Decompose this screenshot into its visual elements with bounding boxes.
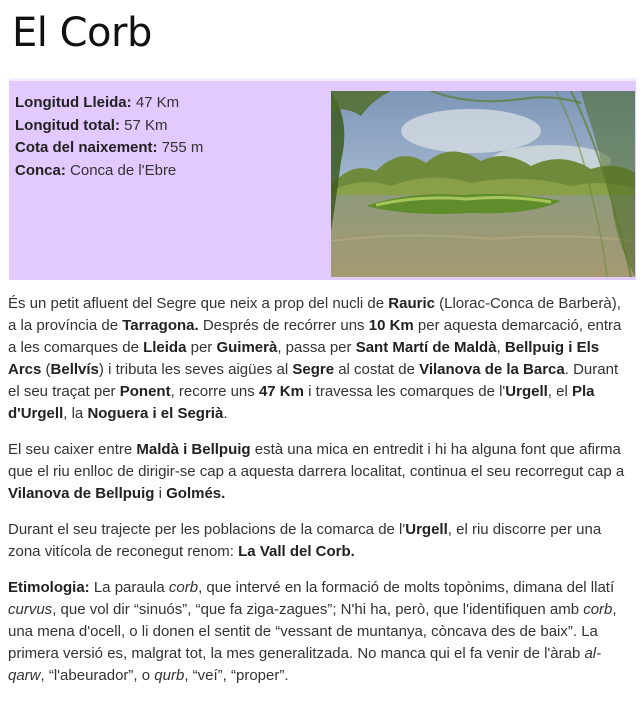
etymology-paragraph [8,577,630,687]
bold-term: Urgell [405,521,448,538]
text-run: , “l'abeurador”, o [40,667,155,684]
fact-value: 47 Km [135,94,180,111]
bold-term: Urgell [505,383,548,400]
paragraph [8,439,630,505]
bold-term: Segre [292,361,335,378]
italic-term: corb [583,601,613,618]
italic-term: corb [168,579,199,596]
bold-term: Golmés. [166,485,226,502]
river-facts [15,92,203,182]
text-run: i travessa les comarques de l' [303,383,506,400]
bold-term: Tarragona. [122,317,199,334]
text-run: (Llorac-Conca de Barberà), a la província de [8,295,621,334]
text-run: ( [41,361,51,378]
text-run: El seu caixer entre [8,441,137,458]
text-run: , una mena d'ocell, o li donen el sentit de “vessant de muntanya, còncava des de baix”. La primera versió es, malgrat tot, la mes generalitzada. No manca qui el fa venir de l'àrab [8,601,617,662]
text-run: És un petit afluent del Segre que neix a prop del nucli de [8,295,389,312]
bold-term: Rauric [388,295,435,312]
page-title: El Corb [12,10,152,56]
fact-value: Conca de l'Ebre [70,161,177,179]
fact-value: 755 m [161,139,204,156]
text-run: per aquesta demarcació, entra a les comarques de [8,317,622,356]
fact-label: Longitud Lleida: [15,94,132,111]
bold-term: Guimerà [216,339,278,356]
text-run: , “veí”, “proper”. [184,667,289,684]
text-run: , el [547,383,572,400]
text-run: . Durant el seu traçat per [8,361,619,400]
bold-term: Vilanova de Bellpuig [8,485,155,502]
bold-term: Bellvís [50,361,99,378]
bold-term: Ponent [119,383,171,400]
fact-value: 57 Km [124,116,168,134]
text-run: ) i tributa les seves aigües al [98,361,293,378]
text-run: per [186,339,217,356]
article-body [8,293,630,701]
bold-term: Vilanova de la Barca [419,361,565,378]
bold-term: Sant Martí de Maldà [355,339,497,356]
paragraph [8,293,630,425]
fact-row [15,92,203,115]
text-run: , passa per [277,339,356,356]
bold-term: 10 Km [368,317,414,334]
fact-label: Longitud total: [15,116,120,134]
text-run: Després de recórrer uns [198,317,369,334]
text-run: al costat de [334,361,420,378]
text-run: , [496,339,505,356]
italic-term: al-qarw [8,645,602,684]
text-run: , el riu discorre per una zona vitícola de reconegut renom: [8,521,602,560]
bold-term: Etimologia: [8,579,90,596]
text-run: . [223,405,228,422]
bold-term: Lleida [143,339,187,356]
bold-term: Pla d'Urgell [8,383,595,422]
fact-row [15,115,203,138]
river-infobox [9,78,636,280]
text-run: Durant el seu trajecte per les poblacions de la comarca de l' [8,521,406,538]
fact-row [15,137,203,160]
text-run: i [154,485,167,502]
italic-term: curvus [8,601,53,618]
fact-row [15,160,203,183]
bold-term: 47 Km [258,383,304,400]
fact-label: Conca: [15,161,66,179]
bold-term: Noguera i el Segrià [87,405,224,422]
bold-term: Maldà i Bellpuig [136,441,251,458]
river-landscape-image [331,91,635,277]
paragraph [8,519,630,563]
text-run: , recorre uns [170,383,259,400]
fact-label: Cota del naixement: [15,139,158,156]
text-run: , la [63,405,88,422]
text-run: està una mica en entredit i hi ha alguna font que afirma que el riu enlloc de dirigir-se cap a aquesta darrera localitat, continua el seu recorregut cap a [8,441,625,480]
text-run: La paraula [89,579,169,596]
bold-term: Bellpuig i Els Arcs [8,339,600,378]
text-run: , que vol dir “sinuós”, “que fa ziga-zagues”; N'hi ha, però, que l'identifiquen amb [52,601,584,618]
italic-term: qurb [154,667,185,684]
text-run: , que intervé en la formació de molts topònims, dimana del llatí [198,579,615,596]
bold-term: La Vall del Corb. [238,543,355,560]
river-photo [331,91,635,277]
